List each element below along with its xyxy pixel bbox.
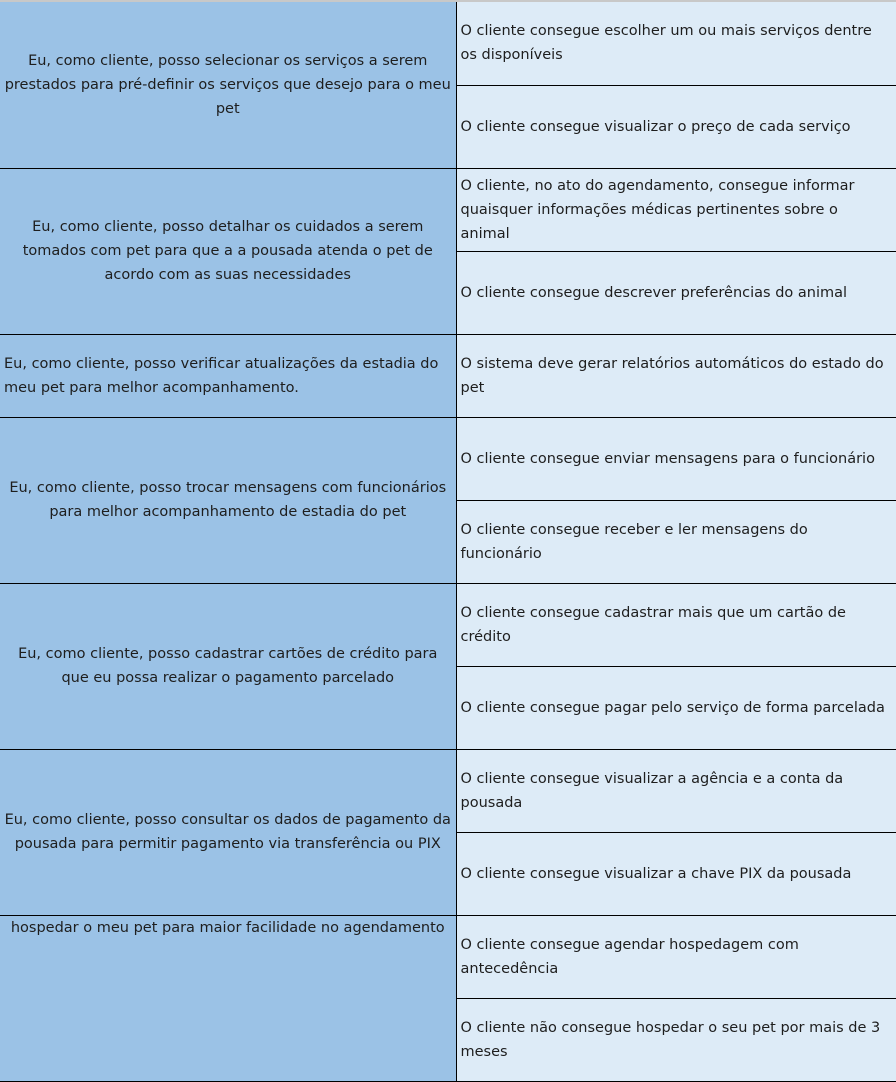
acceptance-criteria-cell[interactable]: O cliente consegue pagar pelo serviço de forma parcelada — [456, 666, 896, 749]
table-row — [0, 334, 896, 417]
acceptance-criteria-cell[interactable]: O cliente, no ato do agendamento, consegue informar quaisquer informações médicas pertinentes sobre o animal — [456, 168, 896, 251]
acceptance-criteria-cell[interactable]: O cliente consegue visualizar a agência e a conta da pousada — [456, 749, 896, 832]
user-story-cell[interactable]: Eu, como cliente, posso selecionar os serviços a serem prestados para pré-definir os serviços que desejo para o meu pet — [0, 2, 456, 168]
user-story-cell[interactable]: Eu, como cliente, posso consultar os dados de pagamento da pousada para permitir pagamento via transferência ou PIX — [0, 749, 456, 915]
acceptance-criteria-cell[interactable]: O cliente consegue agendar hospedagem com antecedência — [456, 915, 896, 998]
acceptance-criteria-cell[interactable]: O cliente consegue escolher um ou mais serviços dentre os disponíveis — [456, 2, 896, 85]
acceptance-criteria-cell[interactable]: O cliente consegue descrever preferências do animal — [456, 251, 896, 334]
table-row — [0, 168, 896, 251]
acceptance-criteria-cell[interactable]: O sistema deve gerar relatórios automáticos do estado do pet — [456, 334, 896, 417]
table-row — [0, 417, 896, 500]
user-story-cell[interactable]: Eu, como cliente, posso trocar mensagens com funcionários para melhor acompanhamento de estadia do pet — [0, 417, 456, 583]
user-story-cell[interactable]: Eu, como cliente, posso cadastrar cartões de crédito para que eu possa realizar o pagamento parcelado — [0, 583, 456, 749]
acceptance-criteria-cell[interactable]: O cliente consegue cadastrar mais que um cartão de crédito — [456, 583, 896, 666]
table-row — [0, 749, 896, 832]
table-row — [0, 583, 896, 666]
user-story-cell[interactable]: Eu, como cliente, posso detalhar os cuidados a serem tomados com pet para que a a pousada atenda o pet de acordo com as suas necessidades — [0, 168, 456, 334]
user-stories-table — [0, 2, 896, 1082]
acceptance-criteria-cell[interactable]: O cliente consegue visualizar o preço de cada serviço — [456, 85, 896, 168]
table-row — [0, 2, 896, 85]
user-story-cell[interactable]: hospedar o meu pet para maior facilidade no agendamento — [0, 915, 456, 1081]
table-row — [0, 915, 896, 998]
acceptance-criteria-cell[interactable]: O cliente consegue visualizar a chave PIX da pousada — [456, 832, 896, 915]
acceptance-criteria-cell[interactable]: O cliente não consegue hospedar o seu pet por mais de 3 meses — [456, 998, 896, 1081]
acceptance-criteria-cell[interactable]: O cliente consegue enviar mensagens para o funcionário — [456, 417, 896, 500]
acceptance-criteria-cell[interactable]: O cliente consegue receber e ler mensagens do funcionário — [456, 500, 896, 583]
user-story-cell[interactable]: Eu, como cliente, posso verificar atualizações da estadia do meu pet para melhor acompanhamento. — [0, 334, 456, 417]
